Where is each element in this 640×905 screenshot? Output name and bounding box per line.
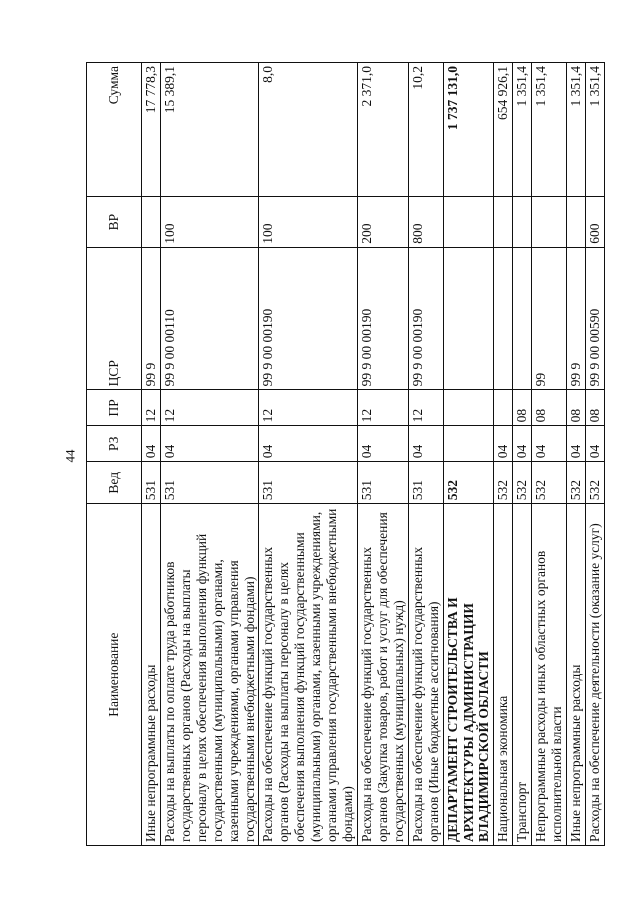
row-name: Транспорт (513, 504, 532, 846)
row-sum: 654 926,1 (494, 63, 513, 197)
row-pr: 12 (142, 390, 161, 426)
row-pr (494, 390, 513, 426)
budget-table-container (86, 62, 620, 846)
header-name: Наименование (87, 504, 142, 846)
row-vr (567, 197, 586, 247)
row-sum: 1 351,4 (513, 63, 532, 197)
row-sum: 15 389,1 (160, 63, 259, 197)
table-row (142, 63, 161, 846)
table-row (357, 63, 408, 846)
table-row (259, 63, 358, 846)
table-row-department (443, 63, 494, 846)
row-csr: 99 (532, 247, 567, 390)
row-csr: 99 9 00 00110 (160, 247, 259, 390)
row-csr (494, 247, 513, 390)
table-row (494, 63, 513, 846)
row-vr (513, 197, 532, 247)
row-name: Расходы на обеспечение деятельности (оказание услуг) (585, 504, 604, 846)
budget-table (86, 62, 605, 846)
row-vr (532, 197, 567, 247)
row-name: Иные непрограммные расходы (567, 504, 586, 846)
row-name: Непрограммные расходы иных областных органов исполнительной власти (532, 504, 567, 846)
row-sum: 1 737 131,0 (443, 63, 494, 197)
row-csr (443, 247, 494, 390)
row-csr: 99 9 00 00190 (357, 247, 408, 390)
row-name: Расходы на выплаты по оплате труда работников государственных органов (Расходы на выплаты персоналу в целях обеспечения выполнения функций государственными (муниципальными) органами, казенными учреждениями, органами управления государственными внебюджетными фондами) (160, 504, 259, 846)
row-vr (443, 197, 494, 247)
row-vr: 800 (408, 197, 443, 247)
header-pr: ПР (87, 390, 142, 426)
row-vr: 200 (357, 197, 408, 247)
table-row (513, 63, 532, 846)
row-ved: 532 (513, 462, 532, 504)
row-csr: 99 9 (142, 247, 161, 390)
row-pr: 12 (160, 390, 259, 426)
row-sum: 8,0 (259, 63, 358, 197)
row-csr: 99 9 00 00190 (408, 247, 443, 390)
row-pr: 12 (357, 390, 408, 426)
row-rz: 04 (532, 426, 567, 462)
row-csr: 99 9 00 00590 (585, 247, 604, 390)
row-name: Национальная экономика (494, 504, 513, 846)
row-ved: 531 (259, 462, 358, 504)
row-vr: 100 (160, 197, 259, 247)
row-name: Расходы на обеспечение функций государственных органов (Иные бюджетные ассигнования) (408, 504, 443, 846)
row-csr: 99 9 00 00190 (259, 247, 358, 390)
row-rz: 04 (513, 426, 532, 462)
row-rz: 04 (567, 426, 586, 462)
row-name: Расходы на обеспечение функций государственных органов (Расходы на выплаты персоналу в целях обеспечения выполнения функций государственными (муниципальными) органами, казенными учреждениями, органами управления государственными внебюджетными фондами) (259, 504, 358, 846)
header-vr: ВР (87, 197, 142, 247)
page-number: 44 (62, 449, 78, 463)
row-name: ДЕПАРТАМЕНТ СТРОИТЕЛЬСТВА И АРХИТЕКТУРЫ АДМИНИСТРАЦИИ ВЛАДИМИРСКОЙ ОБЛАСТИ (443, 504, 494, 846)
row-ved: 531 (160, 462, 259, 504)
row-name: Расходы на обеспечение функций государственных органов (Закупка товаров, работ и услуг для обеспечения государственных (муниципальных) нужд) (357, 504, 408, 846)
row-ved: 531 (357, 462, 408, 504)
row-pr (443, 390, 494, 426)
table-row (160, 63, 259, 846)
row-vr (142, 197, 161, 247)
table-row (585, 63, 604, 846)
row-rz: 04 (585, 426, 604, 462)
row-ved: 532 (532, 462, 567, 504)
row-rz: 04 (160, 426, 259, 462)
row-pr: 12 (408, 390, 443, 426)
row-sum: 10,2 (408, 63, 443, 197)
row-pr: 08 (567, 390, 586, 426)
row-ved: 531 (408, 462, 443, 504)
row-pr: 08 (532, 390, 567, 426)
row-csr: 99 9 (567, 247, 586, 390)
header-ved: Вед (87, 462, 142, 504)
row-rz: 04 (408, 426, 443, 462)
table-header-row (87, 63, 142, 846)
row-ved: 531 (142, 462, 161, 504)
row-sum: 2 371,0 (357, 63, 408, 197)
row-ved: 532 (494, 462, 513, 504)
row-csr (513, 247, 532, 390)
row-pr: 08 (513, 390, 532, 426)
row-vr (494, 197, 513, 247)
row-sum: 17 778,3 (142, 63, 161, 197)
row-pr: 08 (585, 390, 604, 426)
table-row (532, 63, 567, 846)
row-sum: 1 351,4 (585, 63, 604, 197)
row-ved: 532 (567, 462, 586, 504)
row-rz: 04 (357, 426, 408, 462)
header-csr: ЦСР (87, 247, 142, 390)
row-vr: 100 (259, 197, 358, 247)
row-rz: 04 (259, 426, 358, 462)
row-rz: 04 (494, 426, 513, 462)
row-ved: 532 (443, 462, 494, 504)
header-rz: РЗ (87, 426, 142, 462)
row-name: Иные непрограммные расходы (142, 504, 161, 846)
row-ved: 532 (585, 462, 604, 504)
row-vr: 600 (585, 197, 604, 247)
table-row (567, 63, 586, 846)
row-rz (443, 426, 494, 462)
row-sum: 1 351,4 (532, 63, 567, 197)
row-pr: 12 (259, 390, 358, 426)
header-sum: Сумма (87, 63, 142, 197)
row-sum: 1 351,4 (567, 63, 586, 197)
row-rz: 04 (142, 426, 161, 462)
table-row (408, 63, 443, 846)
